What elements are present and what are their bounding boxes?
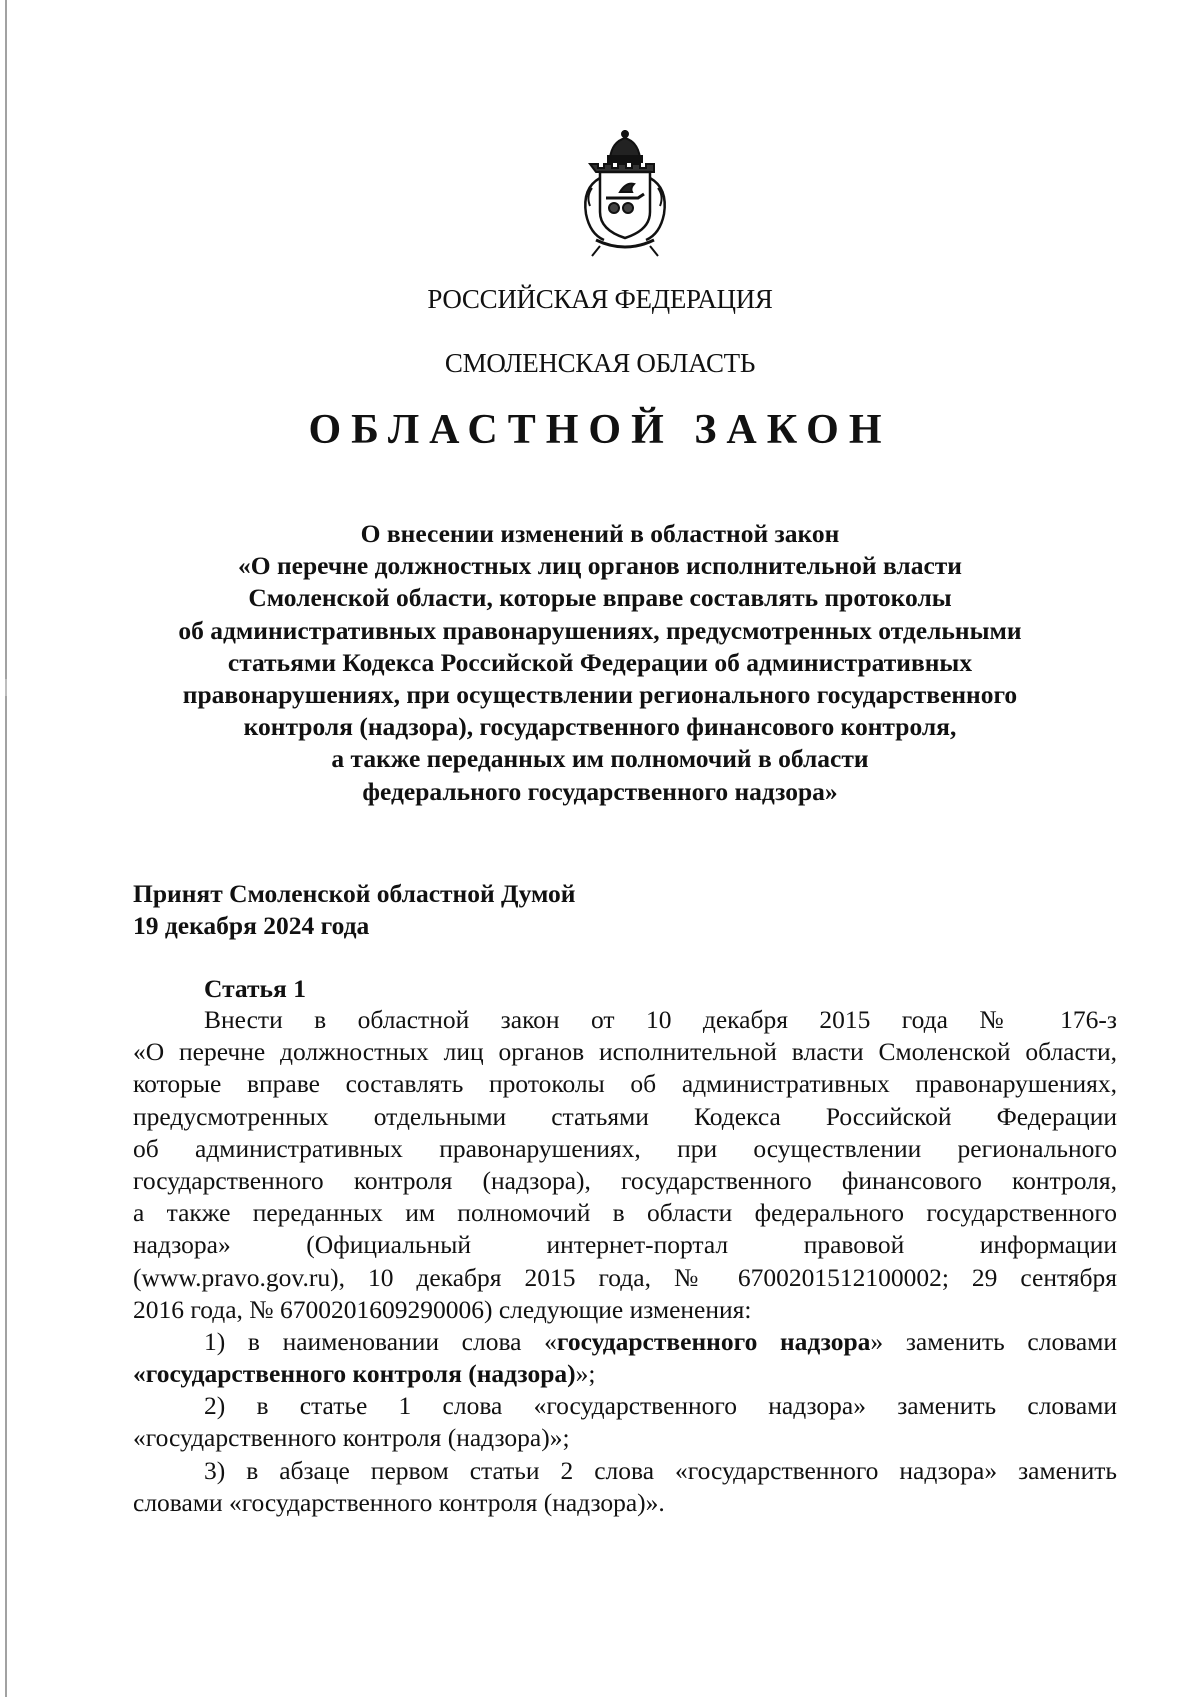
- article-text-line: 2016 года, № 6700201609290006) следующие изменения:: [133, 1294, 752, 1324]
- article-text-line: предусмотренных отдельными статьями Кодекса Российской Федерации: [133, 1101, 1117, 1131]
- region-name: СМОЛЕНСКАЯ ОБЛАСТЬ: [444, 348, 756, 378]
- law-title-line: статьями Кодекса Российской Федерации об административных: [227, 647, 973, 677]
- law-title-line: контроля (надзора), государственного финансового контроля,: [243, 712, 957, 742]
- law-title-line: О внесении изменений в областной закон: [360, 519, 840, 548]
- law-title: [120, 518, 1080, 808]
- amendment-text: » заменить словами: [870, 1326, 1117, 1356]
- law-title-line: об административных правонарушениях, предусмотренных отдельными: [178, 615, 1022, 645]
- article-text-line: (www.pravo.gov.ru), 10 декабря 2015 года, № 6700201512100002; 29 сентября: [133, 1262, 1117, 1292]
- country-name: РОССИЙСКАЯ ФЕДЕРАЦИЯ: [427, 284, 773, 314]
- amendment-item-1: [133, 1326, 1117, 1358]
- article-body: [133, 1004, 1117, 1519]
- article-text-line: надзора» (Официальный интернет-портал правовой информации: [133, 1230, 1117, 1260]
- amendment-item-3-cont: словами «государственного контроля (надзора)».: [133, 1487, 665, 1517]
- amendment-bold-text: «государственного контроля (надзора): [133, 1359, 576, 1389]
- adoption-note: [133, 878, 575, 942]
- article-heading: Статья 1: [204, 974, 306, 1003]
- article-text-line: государственного контроля (надзора), государственного финансового контроля,: [133, 1165, 1117, 1195]
- article-text-line: которые вправе составлять протоколы об административных правонарушениях,: [133, 1069, 1117, 1099]
- page-edge-rule: [5, 0, 7, 1697]
- coat-of-arms-emblem: [570, 128, 680, 258]
- amendment-item-1-cont: [133, 1358, 1117, 1390]
- law-title-line: федерального государственного надзора»: [362, 776, 838, 806]
- amendment-item-2-cont: «государственного контроля (надзора)»;: [133, 1423, 570, 1453]
- law-title-line: «О перечне должностных лиц органов исполнительной власти: [238, 551, 962, 581]
- amendment-item-3: 3) в абзаце первом статьи 2 слова «государственного надзора» заменить: [204, 1455, 1117, 1485]
- document-type-title: ОБЛАСТНОЙ ЗАКОН: [308, 407, 892, 453]
- article-text-line: Внести в областной закон от 10 декабря 2015 года № 176-з: [204, 1005, 1117, 1034]
- adoption-date: 19 декабря 2024 года: [133, 911, 370, 940]
- adoption-body: Принят Смоленской областной Думой: [133, 879, 576, 908]
- article-text-line: а также переданных им полномочий в области федерального государственного: [133, 1198, 1117, 1228]
- amendment-text: »;: [575, 1359, 596, 1389]
- amendment-item-2: 2) в статье 1 слова «государственного надзора» заменить словами: [204, 1391, 1117, 1421]
- law-title-line: Смоленской области, которые вправе составлять протоколы: [248, 583, 952, 613]
- amendment-bold-text: государственного надзора: [556, 1326, 871, 1356]
- amendment-text: 1) в наименовании слова «: [204, 1326, 557, 1356]
- law-title-line: правонарушениях, при осуществлении регионального государственного: [182, 680, 1018, 710]
- law-title-line: а также переданных им полномочий в области: [331, 744, 869, 774]
- article-text-line: об административных правонарушениях, при осуществлении регионального: [133, 1133, 1117, 1163]
- article-text-line: «О перечне должностных лиц органов исполнительной власти Смоленской области,: [133, 1037, 1117, 1067]
